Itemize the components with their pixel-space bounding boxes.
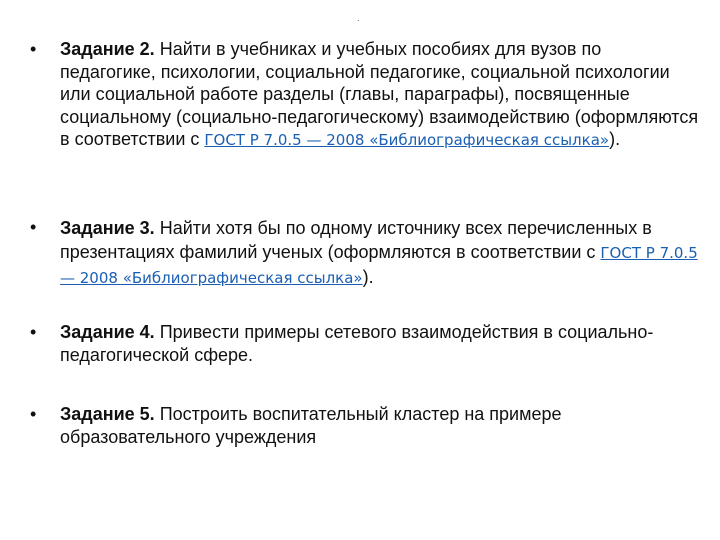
task-body: Построить воспитательный кластер на примере образовательного учреждения [60,404,562,447]
task-body: Привести примеры сетевого взаимодействия в социально-педагогической сфере. [60,322,654,365]
task-label: Задание 3. [60,218,155,238]
task-text [60,216,700,290]
page-marker: . [357,13,360,23]
task-body: Найти в учебниках и учебных пособиях для вузов по педагогике, психологии, социальной педагогике, социальной психологии или социальной работе разделы (главы, параграфы), посвященные социальному (социально-педагогическому) взаимодействию (оформляются в соответствии с [60,39,699,149]
task-text [60,403,700,449]
bullet: • [30,322,37,342]
bullet: • [30,39,37,59]
task-label: Задание 2. [60,39,155,59]
task-text [60,38,700,152]
task-tail: ). [362,267,374,287]
task-label: Задание 5. [60,404,155,424]
gost-link[interactable]: ГОСТ Р 7.0.5 — 2008 «Библиографическая ссылка» [204,131,610,149]
task-body: Найти хотя бы по одному источнику всех перечисленных в презентациях фамилий ученых (оформляются в соответствии с [60,218,652,262]
gost-link[interactable]: ГОСТ Р 7.0.5 — 2008 «Библиографическая ссылка» [60,244,698,287]
bullet: • [30,404,37,424]
bullet: • [30,217,37,237]
task-tail: ). [609,129,621,149]
task-text [60,321,700,367]
task-label: Задание 4. [60,322,155,342]
